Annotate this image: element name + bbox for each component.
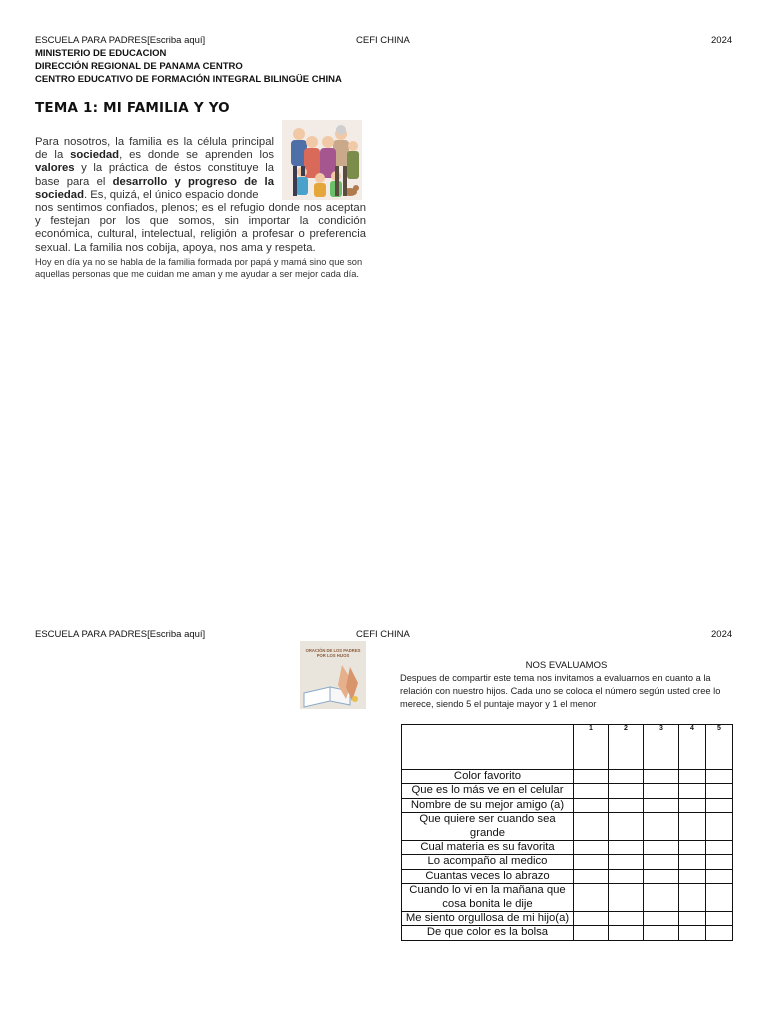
score-cell[interactable] (706, 798, 733, 812)
score-cell[interactable] (644, 841, 679, 855)
score-cell[interactable] (574, 884, 609, 912)
score-cell[interactable] (679, 813, 706, 841)
paragraph-modern-family: Hoy en día ya no se habla de la familia formada por papá y mamá sino que son aquellas personas que me cuidan me aman y me ayudar a ser mejor cada día. (35, 257, 363, 279)
score-cell[interactable] (609, 813, 644, 841)
score-cell[interactable] (574, 841, 609, 855)
para1-bold-sociedad: sociedad (70, 149, 120, 162)
score-cell[interactable] (706, 813, 733, 841)
row-question: Que es lo más ve en el celular (402, 784, 574, 798)
score-cell[interactable] (679, 884, 706, 912)
para1-bold-desarrollo: desarrollo y progreso de la sociedad (35, 175, 274, 201)
table-header-col-2: 2 (609, 725, 644, 770)
table-header-col-4: 4 (679, 725, 706, 770)
table-header-col-5: 5 (706, 725, 733, 770)
page2-header-left: ESCUELA PARA PADRES[Escriba aquí] (35, 629, 206, 640)
para1-text-2: , es donde se aprenden los (119, 149, 274, 162)
score-cell[interactable] (644, 784, 679, 798)
page2-header-right: 2024 (711, 629, 733, 640)
score-cell[interactable] (609, 912, 644, 926)
score-cell[interactable] (679, 841, 706, 855)
score-cell[interactable] (679, 912, 706, 926)
table-row (402, 912, 733, 926)
score-cell[interactable] (706, 869, 733, 883)
page2-header-center: CEFI CHINA (356, 629, 410, 640)
score-cell[interactable] (644, 926, 679, 940)
score-cell[interactable] (644, 770, 679, 784)
score-cell[interactable] (574, 912, 609, 926)
para1-text-4-rest: nos sentimos confiados, plenos; es el refugio donde nos aceptan y festejan por los que somos, sin importar la condición económica, cultural, intelectual, religión a profesar o preferencia sexual. La familia nos cobija, apoya, nos ama y respeta. (35, 202, 366, 254)
score-cell[interactable] (706, 770, 733, 784)
evaluation-table-wrapper (401, 724, 733, 941)
page1-header-left: ESCUELA PARA PADRES[Escriba aquí] (35, 35, 206, 46)
table-row (402, 798, 733, 812)
score-cell[interactable] (609, 869, 644, 883)
para1-text-1: Para nosotros, la familia es la célula principal de la (35, 136, 274, 162)
score-cell[interactable] (644, 912, 679, 926)
score-cell[interactable] (706, 884, 733, 912)
score-cell[interactable] (644, 869, 679, 883)
score-cell[interactable] (609, 855, 644, 869)
row-question: Cuando lo vi en la mañana que cosa bonita le dije (402, 884, 574, 912)
family-illustration (282, 120, 362, 200)
row-question: Me siento orgullosa de mi hijo(a) (402, 912, 574, 926)
score-cell[interactable] (609, 884, 644, 912)
score-cell[interactable] (706, 912, 733, 926)
score-cell[interactable] (609, 770, 644, 784)
row-question: Cuantas veces lo abrazo (402, 869, 574, 883)
score-cell[interactable] (574, 784, 609, 798)
table-row (402, 841, 733, 855)
score-cell[interactable] (679, 855, 706, 869)
prayer-image (300, 641, 366, 709)
score-cell[interactable] (679, 926, 706, 940)
table-header-row (402, 725, 733, 770)
prayer-image-caption: ORACIÓN DE LOS PADRES POR LOS HIJOS (305, 648, 361, 658)
score-cell[interactable] (706, 841, 733, 855)
score-cell[interactable] (574, 813, 609, 841)
score-cell[interactable] (609, 926, 644, 940)
table-row (402, 926, 733, 940)
table-header-col-3: 3 (644, 725, 679, 770)
para1-text-4-first: . Es, quizá, el único espacio donde (83, 188, 259, 201)
row-question: Nombre de su mejor amigo (a) (402, 798, 574, 812)
score-cell[interactable] (574, 926, 609, 940)
table-header-blank (402, 725, 574, 770)
score-cell[interactable] (574, 770, 609, 784)
row-question: Que quiere ser cuando sea grande (402, 813, 574, 841)
score-cell[interactable] (644, 798, 679, 812)
score-cell[interactable] (679, 770, 706, 784)
row-question: Lo acompaño al medico (402, 855, 574, 869)
score-cell[interactable] (679, 869, 706, 883)
page1-header-right: 2024 (711, 35, 733, 46)
score-cell[interactable] (644, 855, 679, 869)
row-question: Cual materia es su favorita (402, 841, 574, 855)
table-row (402, 813, 733, 841)
org-line-regional: DIRECCIÓN REGIONAL DE PANAMA CENTRO (35, 61, 243, 72)
eval-title: NOS EVALUAMOS (525, 660, 608, 671)
para1-bold-valores: valores (35, 162, 75, 175)
table-row (402, 784, 733, 798)
score-cell[interactable] (706, 855, 733, 869)
praying-hands-book-icon (300, 663, 366, 709)
table-header-col-1: 1 (574, 725, 609, 770)
org-line-ministry: MINISTERIO DE EDUCACION (35, 48, 167, 59)
paragraph-intro-top (35, 136, 274, 202)
org-line-school: CENTRO EDUCATIVO DE FORMACIÓN INTEGRAL BILINGÜE CHINA (35, 74, 342, 85)
paragraph-intro-bottom (35, 202, 366, 255)
score-cell[interactable] (609, 841, 644, 855)
score-cell[interactable] (706, 784, 733, 798)
score-cell[interactable] (574, 798, 609, 812)
score-cell[interactable] (644, 884, 679, 912)
score-cell[interactable] (679, 784, 706, 798)
page1-header-center: CEFI CHINA (356, 35, 410, 46)
para1-text-3: y la práctica de éstos constituye la base para el (35, 162, 274, 188)
org-lines (35, 47, 342, 86)
score-cell[interactable] (679, 798, 706, 812)
score-cell[interactable] (574, 869, 609, 883)
eval-instructions: Despues de compartir este tema nos invitamos a evaluarnos en cuanto a la relación con nuestro hijos. Cada uno se coloca el número según usted cree lo merece, siendo 5 el puntaje mayor y 1 el menor (400, 673, 721, 709)
row-question: De que color es la bolsa (402, 926, 574, 940)
tema-title: TEMA 1: MI FAMILIA Y YO (35, 100, 230, 116)
score-cell[interactable] (574, 855, 609, 869)
score-cell[interactable] (706, 926, 733, 940)
score-cell[interactable] (609, 798, 644, 812)
table-row (402, 770, 733, 784)
table-row (402, 869, 733, 883)
table-row (402, 884, 733, 912)
evaluation-table (401, 724, 733, 941)
score-cell[interactable] (609, 784, 644, 798)
score-cell[interactable] (644, 813, 679, 841)
row-question: Color favorito (402, 770, 574, 784)
table-row (402, 855, 733, 869)
